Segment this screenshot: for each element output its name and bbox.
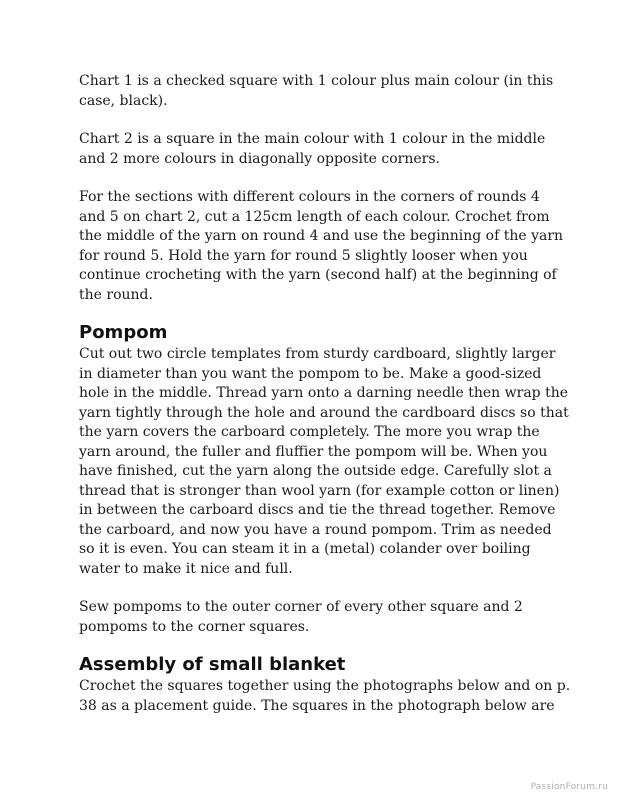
text-line: in between the carboard discs and tie the thread together. Remove	[79, 502, 556, 518]
page-content	[79, 72, 579, 716]
text-line: case, black).	[79, 92, 168, 109]
pompom-heading: Pompom	[79, 322, 168, 343]
text-line: Crochet the squares together using the photographs below and on p.	[79, 678, 571, 694]
paragraph-assembly	[79, 677, 579, 716]
paragraph-sections	[79, 188, 579, 305]
text-line: and 5 on chart 2, cut a 125cm length of each colour. Crochet from	[79, 208, 550, 225]
assembly-heading: Assembly of small blanket	[79, 654, 346, 675]
text-line: so it is even. You can steam it in a (metal) colander over boiling	[79, 541, 531, 557]
text-line: yarn tightly through the hole and around the cardboard discs so that	[79, 404, 569, 421]
text-line: hole in the middle. Thread yarn onto a darning needle then wrap the	[79, 385, 569, 401]
text-line: continue crocheting with the yarn (second half) at the beginning of	[79, 267, 557, 283]
text-line: in diameter than you want the pompom to be. Make a good-sized	[79, 365, 542, 382]
paragraph-sew-pompoms	[79, 598, 579, 637]
text-line: 38 as a placement guide. The squares in the photograph below are	[79, 697, 555, 714]
watermark: PassionForum.ru	[530, 782, 608, 792]
text-line: have finished, cut the yarn along the outside edge. Carefully slot a	[79, 463, 552, 479]
text-line: the round.	[79, 286, 153, 303]
paragraph-chart-1	[79, 72, 579, 111]
text-line: thread that is stronger than wool yarn (for example cotton or linen)	[79, 482, 560, 499]
text-line: Sew pompoms to the outer corner of every other square and 2	[79, 599, 523, 615]
text-line: the carboard, and now you have a round pompom. Trim as needed	[79, 521, 552, 538]
text-line: Chart 1 is a checked square with 1 colour plus main colour (in this	[79, 73, 554, 89]
text-line: Chart 2 is a square in the main colour with 1 colour in the middle	[79, 131, 546, 147]
text-line: yarn around, the fuller and fluffier the pompom will be. When you	[79, 443, 548, 460]
text-line: Cut out two circle templates from sturdy cardboard, slightly larger	[79, 346, 556, 362]
text-line: the yarn covers the carboard completely. The more you wrap the	[79, 424, 540, 440]
text-line: water to make it nice and full.	[79, 560, 293, 577]
text-line: pompoms to the corner squares.	[79, 618, 310, 635]
text-line: For the sections with different colours in the corners of rounds 4	[79, 189, 540, 205]
text-line: the middle of the yarn on round 4 and use the beginning of the yarn	[79, 228, 564, 244]
paragraph-pompom	[79, 345, 579, 579]
text-line: and 2 more colours in diagonally opposite corners.	[79, 150, 440, 167]
text-line: for round 5. Hold the yarn for round 5 slightly looser when you	[79, 247, 528, 264]
paragraph-chart-2	[79, 130, 579, 169]
